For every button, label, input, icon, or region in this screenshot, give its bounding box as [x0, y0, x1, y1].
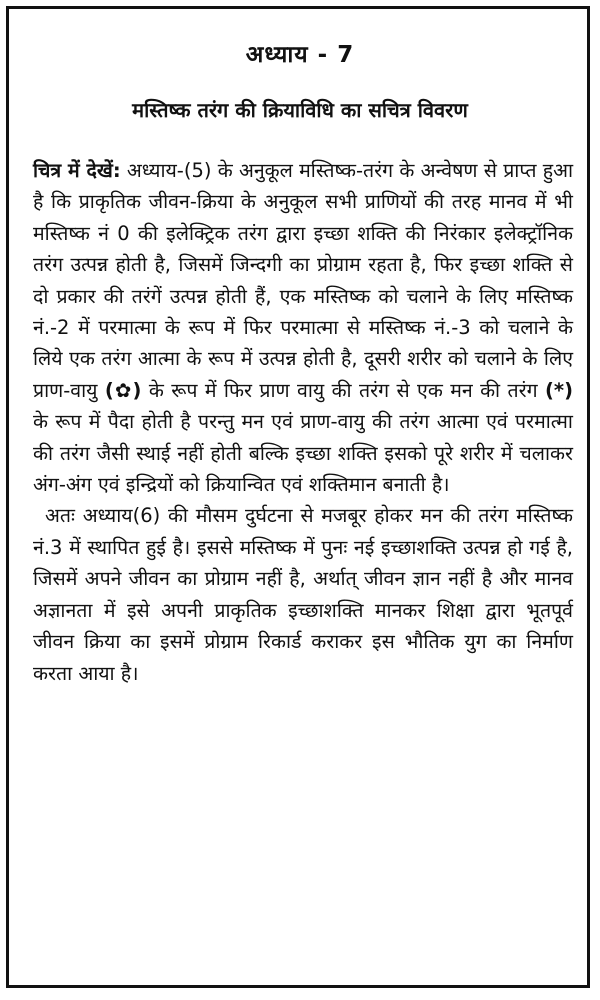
asterisk-symbol: (*) — [544, 378, 573, 402]
chapter-title: अध्याय - 7 — [245, 42, 355, 68]
body-text — [33, 155, 573, 689]
paragraph-1 — [33, 155, 573, 500]
paragraph-lead-in: चित्र में देखें: — [33, 159, 121, 182]
paragraph-1-text-a: अध्याय-(5) के अनुकूल मस्तिष्क-तरंग के अन्वेषण से प्राप्त हुआ है कि प्राकृतिक जीवन-क्रिया के अनुकूल सभी प्राणियों की तरह मानव में भी मस्तिष्क नं 0 की इलेक्ट्रिक तरंग द्वारा इच्छा शक्ति की निरंकार इलेक्ट्रॉनिक तरंग उत्पन्न होती है, जिसमें जिन्दगी का प्रोग्राम रहता है, फिर इच्छा शक्ति से दो प्रकार की तरंगें उत्पन्न होती हैं, एक मस्तिष्क को चलाने के लिए मस्तिष्क नं.-2 में परमात्मा के रूप में फिर परमात्मा से मस्तिष्क नं.-3 को चलाने के लिये एक तरंग आत्मा के रूप में उत्पन्न होती है, दूसरी शरीर को चलाने के लिए प्राण-वायु — [33, 159, 574, 402]
paragraph-1-text-c: के रूप में पैदा होती है परन्तु मन एवं प्राण-वायु की तरंग आत्मा एवं परमात्मा की तरंग जैसी स्थाई नहीं होती बल्कि इच्छा शक्ति इसको पूरे शरीर में चलाकर अंग-अंग एवं इन्द्रियों को क्रियान्वित एवं शक्तिमान बनाती है। — [33, 410, 573, 497]
paragraph-2: अतः अध्याय(6) की मौसम दुर्घटना से मजबूर होकर मन की तरंग मस्तिष्क नं.3 में स्थापित हुई है। इससे मस्तिष्क में पुनः नई इच्छाशक्ति उत्पन्न हो गई है, जिसमें अपने जीवन का प्रोग्राम नहीं है, अर्थात् जीवन ज्ञान नहीं है और मानव अज्ञानता में इसे अपनी प्राकृतिक इच्छाशक्ति मानकर शिक्षा द्वारा भूतपूर्व जीवन क्रिया का इसमें प्रोग्राम रिकार्ड कराकर इस भौतिक युग का निर्माण करता आया है। — [33, 504, 573, 685]
flower-symbol: (✿) — [104, 378, 142, 402]
paragraph-1-text-b: के रूप में फिर प्राण वायु की तरंग से एक मन की तरंग — [141, 378, 545, 402]
chapter-subtitle: मस्तिष्क तरंग की क्रियाविधि का सचित्र विवरण — [132, 98, 468, 122]
